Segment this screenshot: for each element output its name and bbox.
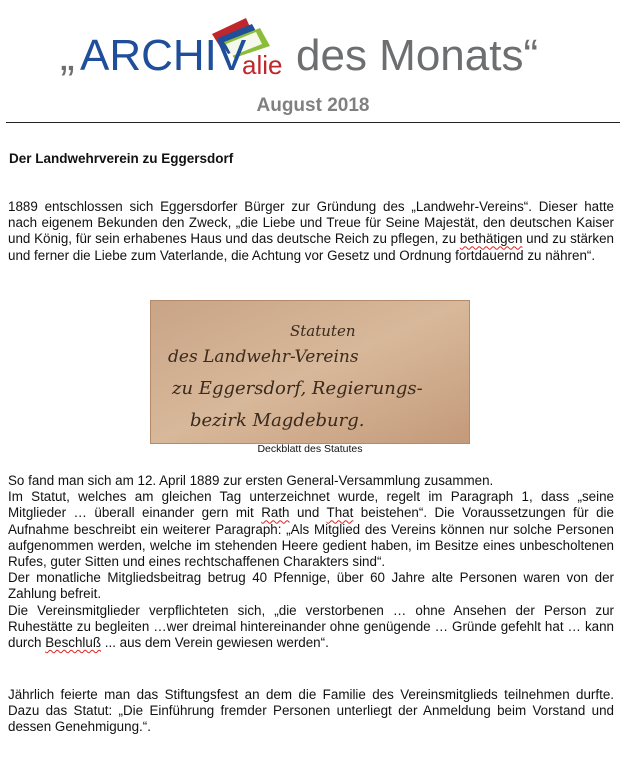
handwriting-line-4: bezirk Magdeburg. — [190, 410, 365, 431]
handwriting-line-2: des Landwehr-Vereins — [168, 347, 359, 367]
body-line-1: So fand man sich am 12. April 1889 zur ersten General-Versammlung zusammen. — [8, 473, 494, 488]
intro-word-bethaetigen: bethätigen — [459, 231, 523, 247]
logo-rest: des Monats“ — [296, 31, 539, 80]
intro-text-2: und zu stärken und ferner die Liebe zum Vaterlande, die Achtung vor Gesetz und Ordnung fortdauernd zu nähren“. — [8, 231, 614, 263]
body-text-a3: beistehen“. Die Voraussetzungen für die Aufnahme beschreibt ein weiterer Paragraph: „Als Mitglied des Vereins können nur solche Personen aufgenommen werden, welche im stehenden Heere gedient haben, im Besitze eines unbescholtenen Rufes, guter Sitten und eines rechtschaffenen Charakters sind“. — [8, 505, 614, 570]
logo-archiv: ARCHIV — [80, 31, 247, 80]
body-text-c2: ... aus dem Verein gewiesen werden“. — [101, 635, 329, 651]
body-word-that: That — [326, 505, 354, 521]
body-text-c1: Die Vereinsmitglieder verpflichteten sich, „die verstorbenen … ohne Ansehen der Person zur Ruhestätte zu begleiten …wer dreimal hintereinander ohne genügende … Gründe gefehlt hat … kann durch — [8, 602, 614, 651]
statute-cover-image — [150, 300, 470, 444]
body-word-beschluss: Beschluß — [45, 635, 102, 651]
logo-alie: alie — [242, 50, 283, 80]
handwriting-line-1: Statuten — [290, 322, 356, 340]
body-text-b1: Der monatliche Mitgliedsbeitrag betrug 40 Pfennige, über 60 Jahre alte Personen waren von der Zahlung befreit. — [8, 570, 614, 602]
intro-text-1: 1889 entschlossen sich Eggersdorfer Bürger zur Gründung des „Landwehr-Vereins“. Dieser hatte nach eigenem Bekunden den Zweck, „die Liebe und Treue für Seine Majestät, den deutschen Kaiser und König, für sein erhabenes Haus und das deutsche Reich zu pflegen, zu — [8, 199, 614, 247]
handwriting-line-3: zu Eggersdorf, Regierungs- — [172, 378, 423, 399]
body-text-a1: Im Statut, welches am gleichen Tag unterzeichnet wurde, regelt im Paragraph 1, dass „seine Mitglieder … überall einander gern mit — [8, 489, 614, 521]
issue-date: August 2018 — [256, 95, 370, 116]
body-paragraph — [8, 473, 614, 651]
logo-quote-open: „ — [60, 31, 75, 80]
body-text-a2: und — [289, 505, 327, 521]
divider-line — [6, 122, 620, 123]
body-word-rath: Rath — [261, 505, 290, 521]
article-heading: Der Landwehrverein zu Eggersdorf — [9, 151, 234, 166]
archivalie-logo — [0, 4, 626, 84]
image-caption: Deckblatt des Statutes — [257, 443, 363, 455]
intro-paragraph — [8, 199, 614, 264]
closing-paragraph: Jährlich feierte man das Stiftungsfest an dem die Familie des Vereinsmitglieds teilnehmen durfte. Dazu das Statut: „Die Einführung fremder Personen unterliegt der Anmeldung beim Vorstand und dessen Genehmigung.“. — [8, 687, 614, 735]
